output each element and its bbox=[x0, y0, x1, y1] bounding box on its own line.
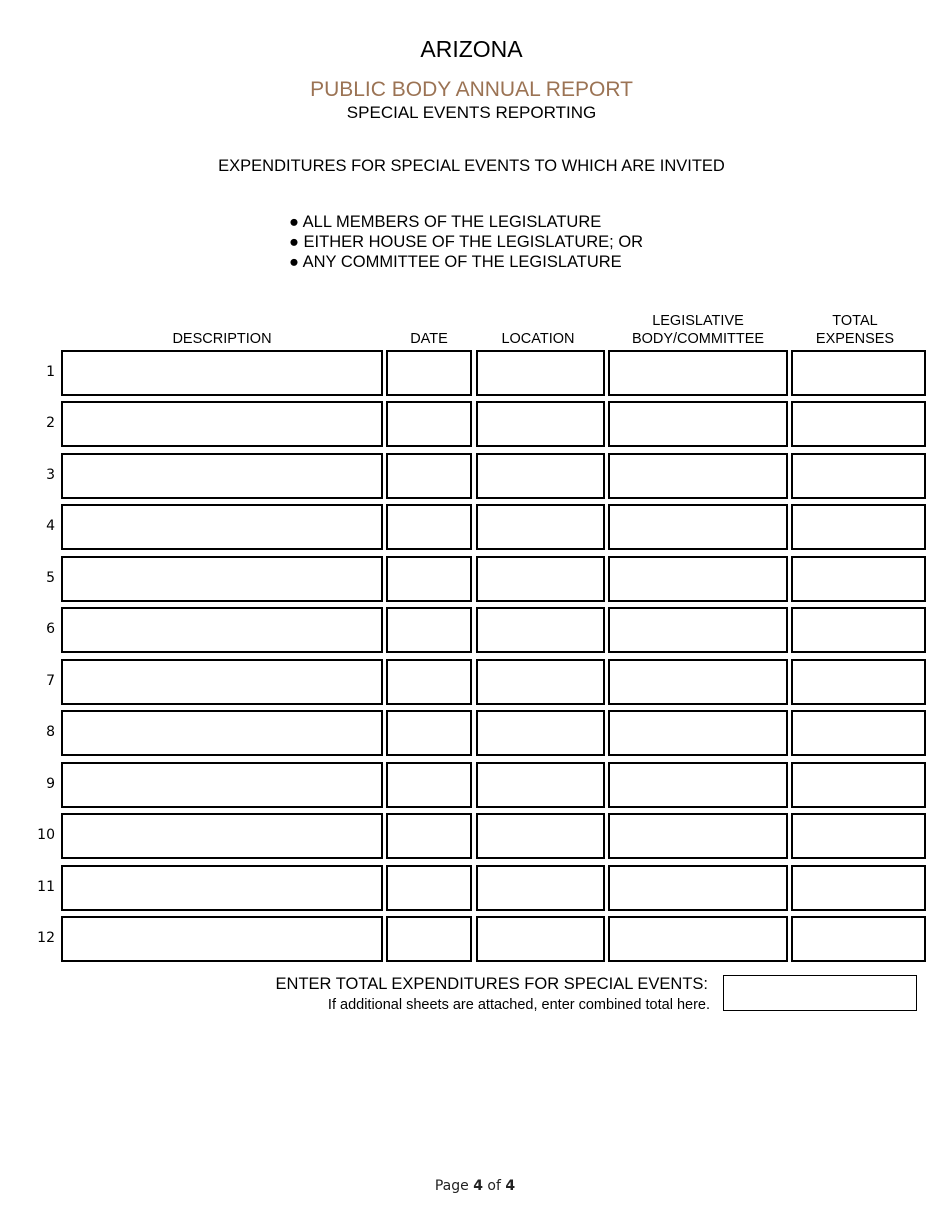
legislative-body-field[interactable] bbox=[608, 607, 788, 653]
legislative-body-field[interactable] bbox=[608, 710, 788, 756]
total-expenses-field[interactable] bbox=[791, 607, 926, 653]
column-header-total-expenses bbox=[790, 312, 920, 348]
total-expenses-field[interactable] bbox=[791, 865, 926, 911]
row-number: 3 bbox=[46, 466, 55, 483]
description-field[interactable] bbox=[61, 865, 383, 911]
column-header-date: DATE bbox=[410, 331, 448, 347]
report-title: PUBLIC BODY ANNUAL REPORT bbox=[310, 78, 633, 101]
total-expenses-field[interactable] bbox=[791, 710, 926, 756]
invitee-list bbox=[289, 212, 643, 272]
description-field[interactable] bbox=[61, 762, 383, 808]
location-field[interactable] bbox=[476, 504, 605, 550]
invitee-item: ● ANY COMMITTEE OF THE LEGISLATURE bbox=[289, 253, 622, 271]
total-expenses-field[interactable] bbox=[791, 504, 926, 550]
date-field[interactable] bbox=[386, 350, 472, 396]
column-header-total-line1: TOTAL bbox=[832, 313, 878, 329]
location-field[interactable] bbox=[476, 710, 605, 756]
total-expenses-field[interactable] bbox=[791, 453, 926, 499]
date-field[interactable] bbox=[386, 453, 472, 499]
description-field[interactable] bbox=[61, 556, 383, 602]
description-field[interactable] bbox=[61, 710, 383, 756]
legislative-body-field[interactable] bbox=[608, 350, 788, 396]
page-footer bbox=[0, 1178, 950, 1194]
location-field[interactable] bbox=[476, 762, 605, 808]
location-field[interactable] bbox=[476, 350, 605, 396]
column-header-total-line2: EXPENSES bbox=[815, 331, 895, 347]
legislative-body-field[interactable] bbox=[608, 659, 788, 705]
location-field[interactable] bbox=[476, 813, 605, 859]
location-field[interactable] bbox=[476, 453, 605, 499]
invitee-item: ● EITHER HOUSE OF THE LEGISLATURE; OR bbox=[289, 233, 644, 251]
row-number: 9 bbox=[46, 775, 55, 792]
total-expenses-field[interactable] bbox=[791, 401, 926, 447]
row-number: 11 bbox=[37, 878, 55, 895]
row-number: 10 bbox=[37, 827, 55, 844]
legislative-body-field[interactable] bbox=[608, 762, 788, 808]
legislative-body-field[interactable] bbox=[608, 916, 788, 962]
row-number: 1 bbox=[46, 364, 55, 380]
date-field[interactable] bbox=[386, 504, 472, 550]
total-expenditures-field[interactable] bbox=[723, 975, 917, 1011]
page-word: Page bbox=[434, 1178, 469, 1194]
column-header-legislative-line2: BODY/COMMITTEE bbox=[631, 331, 765, 347]
total-page-count: 4 bbox=[505, 1178, 516, 1194]
total-expenditures-note: If additional sheets are attached, enter combined total here. bbox=[327, 997, 710, 1013]
row-number: 2 bbox=[46, 415, 55, 432]
legislative-body-field[interactable] bbox=[608, 556, 788, 602]
date-field[interactable] bbox=[386, 556, 472, 602]
location-field[interactable] bbox=[476, 916, 605, 962]
report-subtitle: SPECIAL EVENTS REPORTING bbox=[346, 103, 597, 122]
date-field[interactable] bbox=[386, 710, 472, 756]
date-field[interactable] bbox=[386, 401, 472, 447]
row-number: 8 bbox=[46, 724, 55, 741]
description-field[interactable] bbox=[61, 453, 383, 499]
column-header-description: DESCRIPTION bbox=[172, 331, 272, 347]
description-field[interactable] bbox=[61, 504, 383, 550]
row-number: 7 bbox=[46, 672, 55, 689]
date-field[interactable] bbox=[386, 607, 472, 653]
location-field[interactable] bbox=[476, 401, 605, 447]
total-expenditures-label: ENTER TOTAL EXPENDITURES FOR SPECIAL EVENTS: bbox=[275, 975, 708, 993]
of-word: of bbox=[487, 1178, 501, 1194]
legislative-body-field[interactable] bbox=[608, 453, 788, 499]
row-number: 6 bbox=[46, 621, 55, 638]
row-number: 12 bbox=[37, 929, 55, 946]
total-expenses-field[interactable] bbox=[791, 813, 926, 859]
total-expenses-field[interactable] bbox=[791, 916, 926, 962]
date-field[interactable] bbox=[386, 762, 472, 808]
date-field[interactable] bbox=[386, 865, 472, 911]
description-field[interactable] bbox=[61, 813, 383, 859]
expenditures-heading: EXPENDITURES FOR SPECIAL EVENTS TO WHICH ARE INVITED bbox=[218, 157, 725, 175]
state-title: ARIZONA bbox=[420, 36, 523, 62]
location-field[interactable] bbox=[476, 865, 605, 911]
description-field[interactable] bbox=[61, 350, 383, 396]
row-number: 5 bbox=[46, 569, 55, 586]
column-header-legislative-body bbox=[609, 312, 787, 348]
description-field[interactable] bbox=[61, 607, 383, 653]
column-header-location: LOCATION bbox=[501, 331, 575, 347]
legislative-body-field[interactable] bbox=[608, 401, 788, 447]
description-field[interactable] bbox=[61, 916, 383, 962]
date-field[interactable] bbox=[386, 659, 472, 705]
location-field[interactable] bbox=[476, 607, 605, 653]
total-expenses-field[interactable] bbox=[791, 659, 926, 705]
legislative-body-field[interactable] bbox=[608, 865, 788, 911]
column-header-legislative-line1: LEGISLATIVE bbox=[652, 313, 744, 329]
description-field[interactable] bbox=[61, 659, 383, 705]
description-field[interactable] bbox=[61, 401, 383, 447]
current-page-number: 4 bbox=[473, 1178, 483, 1194]
total-expenses-field[interactable] bbox=[791, 350, 926, 396]
location-field[interactable] bbox=[476, 659, 605, 705]
date-field[interactable] bbox=[386, 916, 472, 962]
date-field[interactable] bbox=[386, 813, 472, 859]
total-expenses-field[interactable] bbox=[791, 762, 926, 808]
location-field[interactable] bbox=[476, 556, 605, 602]
invitee-item: ● ALL MEMBERS OF THE LEGISLATURE bbox=[289, 213, 602, 231]
total-expenses-field[interactable] bbox=[791, 556, 926, 602]
legislative-body-field[interactable] bbox=[608, 504, 788, 550]
legislative-body-field[interactable] bbox=[608, 813, 788, 859]
row-number: 4 bbox=[46, 518, 55, 535]
